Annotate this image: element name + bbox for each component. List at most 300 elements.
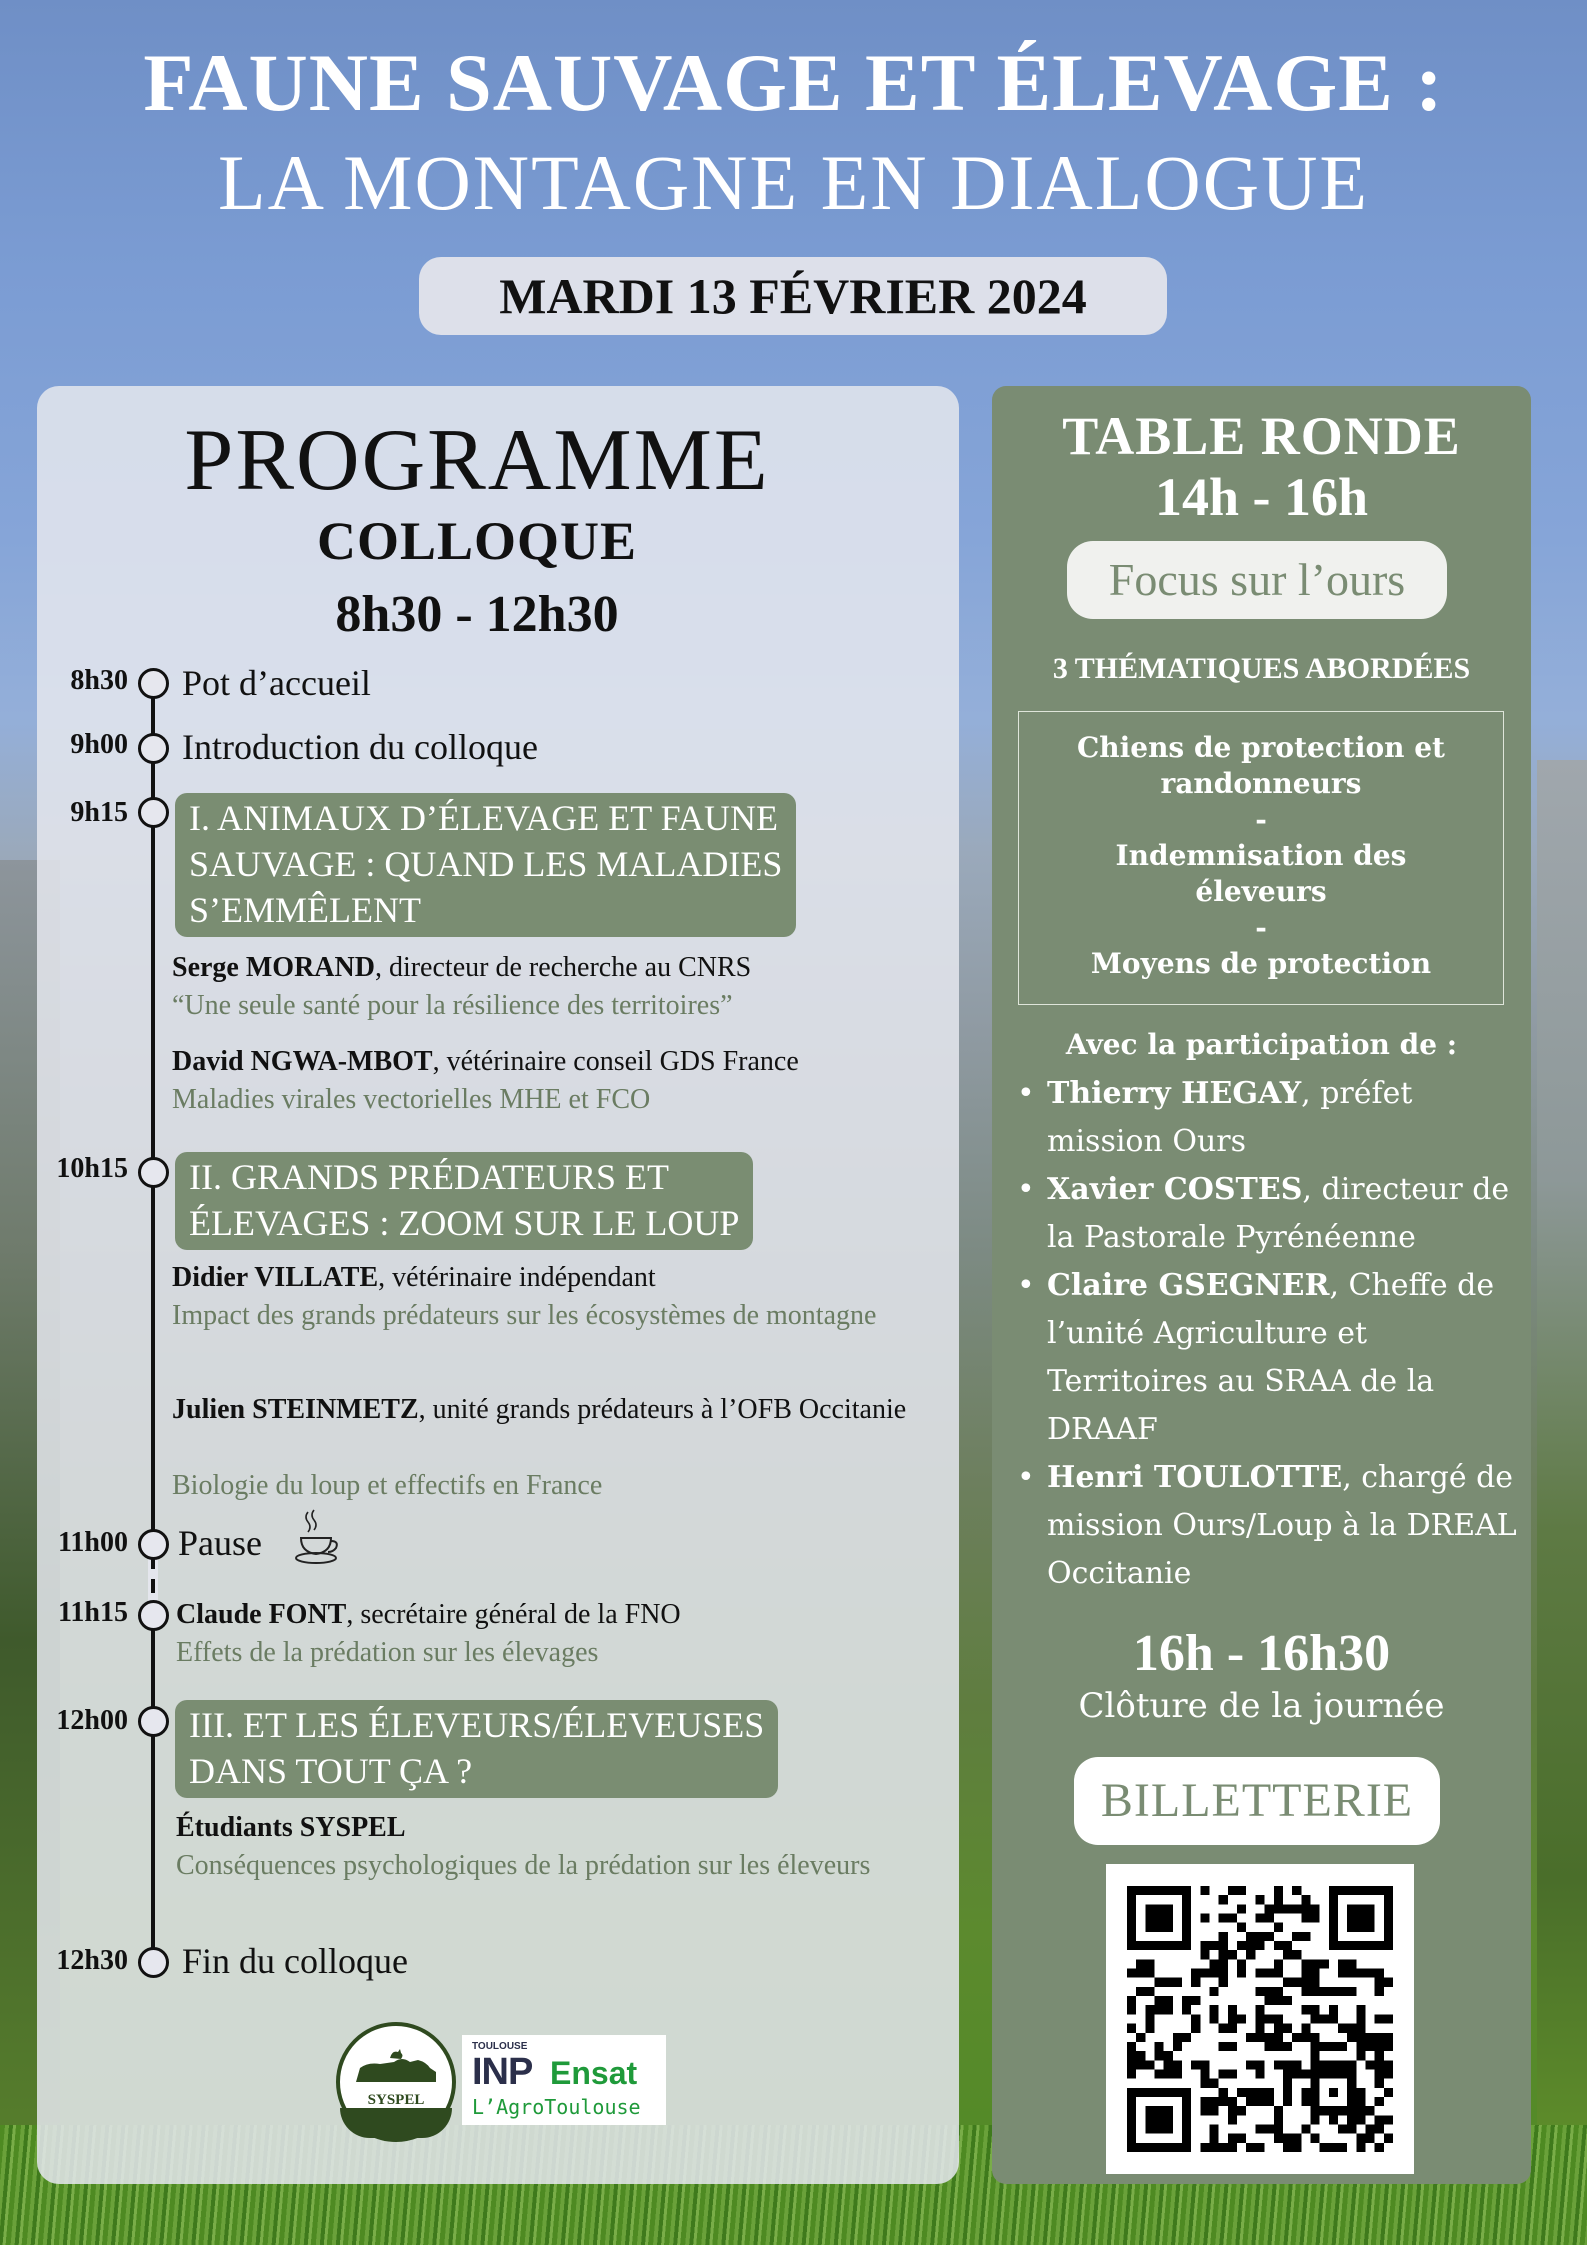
qr-module: [1255, 2024, 1264, 2033]
timeline-time: 9h00: [70, 729, 128, 760]
qr-module: [1228, 2143, 1237, 2152]
qr-module: [1164, 2106, 1173, 2115]
qr-module: [1292, 2069, 1301, 2078]
qr-module: [1237, 2088, 1246, 2097]
qr-module: [1347, 2124, 1356, 2133]
qr-module: [1210, 2005, 1219, 2014]
qr-module: [1164, 1941, 1173, 1950]
qr-module: [1182, 2088, 1191, 2097]
qr-module: [1356, 2134, 1365, 2143]
qr-module: [1310, 2042, 1319, 2051]
qr-module: [1310, 2060, 1319, 2069]
qr-module: [1310, 1959, 1319, 1968]
qr-module: [1356, 1886, 1365, 1895]
timeline-node: [138, 1157, 169, 1188]
qr-module: [1274, 2134, 1283, 2143]
qr-module: [1329, 1932, 1338, 1941]
qr-module: [1265, 2033, 1274, 2042]
qr-module: [1228, 2134, 1237, 2143]
qr-module: [1255, 2060, 1264, 2069]
qr-module: [1365, 2124, 1374, 2133]
section-heading-line: III. ET LES ÉLEVEURS/ÉLEVEUSES: [189, 1705, 765, 1745]
bullet-icon: •: [1017, 1268, 1035, 1303]
qr-module: [1356, 1904, 1365, 1913]
qr-module: [1145, 1987, 1154, 1996]
qr-module: [1182, 1886, 1191, 1895]
qr-module: [1145, 2024, 1154, 2033]
talk-topic: Biologie du loup et effectifs en France: [172, 1470, 603, 1501]
qr-module: [1219, 2097, 1228, 2106]
qr-module: [1210, 1987, 1219, 1996]
qr-module: [1310, 2033, 1319, 2042]
ticketing-qr-code[interactable]: [1106, 1864, 1414, 2174]
speaker-entry: [172, 1043, 930, 1081]
qr-module: [1173, 2088, 1182, 2097]
qr-module: [1200, 1941, 1209, 1950]
qr-module: [1145, 2143, 1154, 2152]
qr-module: [1310, 2134, 1319, 2143]
qr-module: [1338, 2143, 1347, 2152]
qr-module: [1274, 1987, 1283, 1996]
speaker-entry: [176, 1809, 934, 1847]
qr-module: [1356, 2014, 1365, 2023]
qr-module: [1274, 2124, 1283, 2133]
qr-module: [1210, 2106, 1219, 2115]
qr-module: [1356, 1914, 1365, 1923]
table-ronde-hours: 14h - 16h: [1154, 467, 1369, 527]
qr-module: [1164, 2005, 1173, 2014]
qr-module: [1365, 2042, 1374, 2051]
qr-module: [1136, 2088, 1145, 2097]
farm-animals-icon: [354, 2048, 438, 2084]
qr-module: [1384, 2033, 1393, 2042]
qr-module: [1329, 1923, 1338, 1932]
qr-module: [1356, 2115, 1365, 2124]
qr-module: [1301, 1895, 1310, 1904]
programme-hours: 8h30 - 12h30: [335, 586, 619, 643]
qr-module: [1384, 2069, 1393, 2078]
qr-module: [1246, 2060, 1255, 2069]
qr-module: [1255, 2014, 1264, 2023]
qr-module: [1375, 2014, 1384, 2023]
speaker-name: Julien STEINMETZ: [172, 1394, 419, 1425]
participant-name: Claire GSEGNER: [1047, 1268, 1330, 1303]
qr-module: [1219, 1914, 1228, 1923]
ticketing-button[interactable]: BILLETTERIE: [1074, 1757, 1440, 1845]
timeline-node: [138, 733, 169, 764]
qr-module: [1283, 2079, 1292, 2088]
timeline-time: 11h00: [57, 1527, 128, 1558]
timeline-time: 10h15: [56, 1153, 128, 1184]
qr-module: [1145, 2014, 1154, 2023]
qr-module: [1320, 2014, 1329, 2023]
qr-module: [1145, 2005, 1154, 2014]
qr-module: [1228, 2115, 1237, 2124]
qr-module: [1200, 1886, 1209, 1895]
qr-module: [1265, 1914, 1274, 1923]
qr-module: [1283, 1941, 1292, 1950]
qr-module: [1219, 1895, 1228, 1904]
section-heading-line: ÉLEVAGES : ZOOM SUR LE LOUP: [189, 1203, 740, 1243]
background-mountain-right: [1537, 760, 1587, 2160]
inp-ensat-logo: [462, 2035, 666, 2125]
theme-item: Moyens de protection: [1090, 947, 1432, 980]
timeline-label-end: Fin du colloque: [182, 1941, 408, 1981]
qr-module: [1219, 1969, 1228, 1978]
timeline-time: 9h15: [70, 797, 128, 828]
qr-module: [1274, 1904, 1283, 1913]
timeline-node: [138, 1947, 169, 1978]
qr-module: [1365, 1914, 1374, 1923]
theme-separator: -: [1255, 803, 1267, 836]
qr-module: [1310, 2079, 1319, 2088]
qr-module: [1164, 1886, 1173, 1895]
qr-module: [1274, 2014, 1283, 2023]
qr-module: [1310, 2069, 1319, 2078]
qr-module: [1246, 2143, 1255, 2152]
qr-module: [1347, 2079, 1356, 2088]
qr-module: [1347, 2088, 1356, 2097]
qr-module: [1338, 1987, 1347, 1996]
inp-logo-agrotoulouse: L’AgroToulouse: [472, 2095, 641, 2119]
qr-module: [1347, 1904, 1356, 1913]
qr-module: [1365, 2106, 1374, 2115]
qr-module: [1219, 1941, 1228, 1950]
speaker-name: Claude FONT: [176, 1599, 347, 1630]
timeline-time: 11h15: [57, 1597, 128, 1628]
qr-module: [1200, 1914, 1209, 1923]
qr-module: [1127, 1941, 1136, 1950]
qr-module: [1292, 2033, 1301, 2042]
qr-module: [1255, 1932, 1264, 1941]
qr-module: [1347, 2060, 1356, 2069]
qr-module: [1338, 2024, 1347, 2033]
qr-module: [1182, 2124, 1191, 2133]
qr-module: [1127, 1923, 1136, 1932]
poster-subtitle: LA MONTAGNE EN DIALOGUE: [217, 139, 1370, 226]
qr-module: [1164, 2060, 1173, 2069]
qr-module: [1347, 2106, 1356, 2115]
themes-box: [1018, 711, 1504, 1005]
qr-module: [1173, 2069, 1182, 2078]
participation-heading: Avec la participation de :: [1065, 1028, 1458, 1061]
qr-module: [1301, 2088, 1310, 2097]
qr-module: [1375, 2124, 1384, 2133]
qr-module: [1164, 1923, 1173, 1932]
qr-module: [1191, 1969, 1200, 1978]
participant-item: [1015, 1262, 1525, 1454]
qr-module: [1182, 2143, 1191, 2152]
qr-module: [1274, 2042, 1283, 2051]
qr-module: [1145, 1914, 1154, 1923]
qr-module: [1136, 2143, 1145, 2152]
section-heading-line: II. GRANDS PRÉDATEURS ET: [189, 1157, 670, 1197]
qr-module: [1384, 2134, 1393, 2143]
themes-heading: 3 THÉMATIQUES ABORDÉES: [1052, 652, 1471, 685]
qr-module: [1200, 1969, 1209, 1978]
qr-module: [1265, 1969, 1274, 1978]
qr-module: [1292, 1904, 1301, 1913]
qr-module: [1301, 2097, 1310, 2106]
section-heading-3: [175, 1700, 778, 1798]
qr-module: [1127, 2005, 1136, 2014]
qr-module: [1384, 2060, 1393, 2069]
qr-module: [1127, 1914, 1136, 1923]
qr-module: [1384, 1895, 1393, 1904]
speaker-role: , directeur de recherche au CNRS: [374, 952, 752, 983]
participant-item: [1015, 1166, 1525, 1262]
qr-module: [1375, 2079, 1384, 2088]
qr-module: [1237, 1941, 1246, 1950]
qr-module: [1182, 2033, 1191, 2042]
qr-module: [1347, 2069, 1356, 2078]
qr-module: [1182, 2115, 1191, 2124]
qr-module: [1255, 1941, 1264, 1950]
qr-module: [1310, 1969, 1319, 1978]
qr-module: [1173, 1978, 1182, 1987]
qr-module: [1173, 2060, 1182, 2069]
qr-module: [1246, 1932, 1255, 1941]
speaker-role: , unité grands prédateurs à l’OFB Occitanie: [418, 1394, 907, 1425]
qr-module: [1365, 2060, 1374, 2069]
qr-module: [1356, 1969, 1365, 1978]
participant-role: , préfet mission Ours: [1047, 1076, 1413, 1159]
qr-module: [1365, 1941, 1374, 1950]
programme-subtitle: COLLOQUE: [316, 511, 638, 571]
qr-module: [1274, 1895, 1283, 1904]
participant-item: [1015, 1454, 1525, 1598]
qr-module: [1375, 2060, 1384, 2069]
qr-module: [1301, 1969, 1310, 1978]
qr-module: [1127, 2088, 1136, 2097]
qr-module: [1265, 2124, 1274, 2133]
timeline-time: 12h30: [56, 1945, 128, 1976]
qr-module: [1182, 2005, 1191, 2014]
qr-module: [1301, 1904, 1310, 1913]
qr-module: [1329, 2042, 1338, 2051]
qr-module: [1338, 1941, 1347, 1950]
section-heading-line: DANS TOUT ÇA ?: [189, 1751, 473, 1791]
qr-module: [1182, 1923, 1191, 1932]
qr-module: [1237, 2134, 1246, 2143]
qr-module: [1310, 1914, 1319, 1923]
qr-module: [1228, 1914, 1237, 1923]
qr-module: [1228, 2005, 1237, 2014]
qr-module: [1210, 2014, 1219, 2023]
qr-module: [1173, 2143, 1182, 2152]
talk-topic: Effets de la prédation sur les élevages: [176, 1637, 599, 1668]
qr-module: [1210, 1941, 1219, 1950]
qr-module: [1292, 2060, 1301, 2069]
qr-module: [1301, 2124, 1310, 2133]
qr-module: [1329, 2143, 1338, 2152]
talk-topic: Maladies virales vectorielles MHE et FCO: [172, 1084, 651, 1115]
qr-module: [1338, 2069, 1347, 2078]
qr-module: [1127, 2134, 1136, 2143]
syspel-logo-text: SYSPEL: [367, 2092, 425, 2108]
qr-module: [1384, 1886, 1393, 1895]
qr-module: [1164, 1996, 1173, 2005]
qr-module: [1301, 2024, 1310, 2033]
qr-module: [1301, 1978, 1310, 1987]
qr-module: [1365, 2134, 1374, 2143]
qr-module: [1136, 2033, 1145, 2042]
qr-module: [1210, 2079, 1219, 2088]
qr-module: [1375, 2069, 1384, 2078]
qr-module: [1338, 2042, 1347, 2051]
qr-module: [1265, 1932, 1274, 1941]
qr-module: [1384, 2042, 1393, 2051]
qr-module: [1274, 2024, 1283, 2033]
qr-module: [1347, 1886, 1356, 1895]
qr-module: [1246, 1950, 1255, 1959]
qr-module: [1182, 1895, 1191, 1904]
qr-module: [1338, 2124, 1347, 2133]
timeline-node: [138, 1600, 169, 1631]
qr-module: [1200, 2079, 1209, 2088]
participant-role: , chargé de mission Ours/Loup à la DREAL Occitanie: [1047, 1460, 1517, 1591]
qr-module: [1384, 1914, 1393, 1923]
qr-module: [1255, 2005, 1264, 2014]
qr-module: [1191, 2060, 1200, 2069]
qr-module: [1255, 2088, 1264, 2097]
closing-hours: 16h - 16h30: [1132, 1625, 1391, 1682]
qr-module: [1219, 1950, 1228, 1959]
qr-module: [1320, 2106, 1329, 2115]
qr-module: [1173, 2033, 1182, 2042]
qr-module: [1320, 2060, 1329, 2069]
qr-module: [1356, 2106, 1365, 2115]
qr-module: [1164, 1904, 1173, 1913]
qr-module: [1375, 2115, 1384, 2124]
qr-module: [1320, 2143, 1329, 2152]
qr-module: [1155, 1914, 1164, 1923]
qr-module: [1384, 1904, 1393, 1913]
section-heading-line: SAUVAGE : QUAND LES MALADIES: [189, 844, 783, 884]
closing-label: Clôture de la journée: [1078, 1686, 1445, 1726]
qr-module: [1210, 1969, 1219, 1978]
qr-module: [1228, 1950, 1237, 1959]
qr-module: [1127, 1932, 1136, 1941]
qr-module: [1255, 1969, 1264, 1978]
qr-module: [1283, 2143, 1292, 2152]
qr-module: [1145, 1941, 1154, 1950]
qr-module: [1329, 2060, 1338, 2069]
qr-module: [1155, 1996, 1164, 2005]
qr-module: [1329, 2069, 1338, 2078]
qr-module: [1164, 2088, 1173, 2097]
qr-module: [1145, 2115, 1154, 2124]
qr-module: [1338, 1886, 1347, 1895]
qr-module: [1136, 1969, 1145, 1978]
speaker-name: Serge MORAND: [172, 952, 375, 983]
focus-badge: Focus sur l’ours: [1067, 541, 1447, 619]
poster-title: FAUNE SAUVAGE ET ÉLEVAGE :: [143, 37, 1444, 128]
qr-module: [1127, 2024, 1136, 2033]
qr-module: [1127, 2060, 1136, 2069]
qr-module: [1329, 1886, 1338, 1895]
timeline-label-introduction: Introduction du colloque: [182, 727, 538, 767]
qr-module: [1237, 1923, 1246, 1932]
bullet-icon: •: [1017, 1172, 1035, 1207]
qr-module: [1255, 2033, 1264, 2042]
qr-module: [1164, 2069, 1173, 2078]
qr-module: [1265, 2097, 1274, 2106]
qr-module: [1228, 2014, 1237, 2023]
speaker-entry: [172, 1259, 930, 1297]
qr-module: [1237, 1886, 1246, 1895]
qr-module: [1329, 1904, 1338, 1913]
coffee-cup-icon: [292, 1508, 344, 1568]
qr-module: [1283, 2088, 1292, 2097]
qr-module: [1310, 2005, 1319, 2014]
qr-module: [1274, 1969, 1283, 1978]
qr-module: [1127, 1886, 1136, 1895]
qr-module: [1375, 2042, 1384, 2051]
qr-module: [1255, 1987, 1264, 1996]
qr-module: [1338, 1959, 1347, 1968]
qr-module: [1200, 2143, 1209, 2152]
qr-module: [1310, 1904, 1319, 1913]
qr-module: [1145, 1923, 1154, 1932]
talk-topic: Impact des grands prédateurs sur les écosystèmes de montagne: [172, 1300, 877, 1331]
qr-module: [1219, 2143, 1228, 2152]
speaker-name: Étudiants SYSPEL: [176, 1812, 406, 1843]
qr-module: [1356, 2024, 1365, 2033]
qr-module: [1155, 1923, 1164, 1932]
qr-module: [1246, 2097, 1255, 2106]
qr-module: [1237, 1959, 1246, 1968]
qr-module: [1237, 2106, 1246, 2115]
qr-module: [1145, 2060, 1154, 2069]
qr-module: [1210, 2134, 1219, 2143]
qr-module: [1200, 1950, 1209, 1959]
qr-module: [1329, 1914, 1338, 1923]
qr-module: [1310, 2097, 1319, 2106]
theme-item: Indemnisation des éleveurs: [1115, 839, 1407, 908]
qr-module: [1246, 1941, 1255, 1950]
qr-module: [1356, 1923, 1365, 1932]
qr-module: [1310, 1987, 1319, 1996]
qr-module: [1145, 1959, 1154, 1968]
qr-module: [1182, 1996, 1191, 2005]
timeline-node: [138, 797, 169, 828]
participant-role: , Cheffe de l’unité Agriculture et Territoires au SRAA de la DRAAF: [1047, 1268, 1495, 1447]
qr-module: [1292, 2143, 1301, 2152]
bullet-icon: •: [1017, 1460, 1035, 1495]
qr-module: [1145, 1904, 1154, 1913]
qr-module: [1200, 2106, 1209, 2115]
qr-module: [1210, 2124, 1219, 2133]
qr-module: [1127, 1996, 1136, 2005]
talk-topic: Conséquences psychologiques de la prédation sur les éleveurs: [176, 1850, 871, 1881]
qr-module: [1292, 1978, 1301, 1987]
qr-module: [1274, 1996, 1283, 2005]
qr-module: [1283, 2024, 1292, 2033]
qr-module: [1255, 2069, 1264, 2078]
qr-module: [1182, 1932, 1191, 1941]
qr-module: [1219, 1978, 1228, 1987]
qr-module: [1347, 1941, 1356, 1950]
theme-item: Chiens de protection et randonneurs: [1076, 731, 1445, 800]
qr-module: [1255, 2143, 1264, 2152]
qr-module: [1228, 2069, 1237, 2078]
qr-module: [1301, 1932, 1310, 1941]
qr-module: [1255, 2124, 1264, 2133]
qr-module: [1127, 1895, 1136, 1904]
qr-module: [1237, 1969, 1246, 1978]
participant-item: [1015, 1070, 1525, 1166]
